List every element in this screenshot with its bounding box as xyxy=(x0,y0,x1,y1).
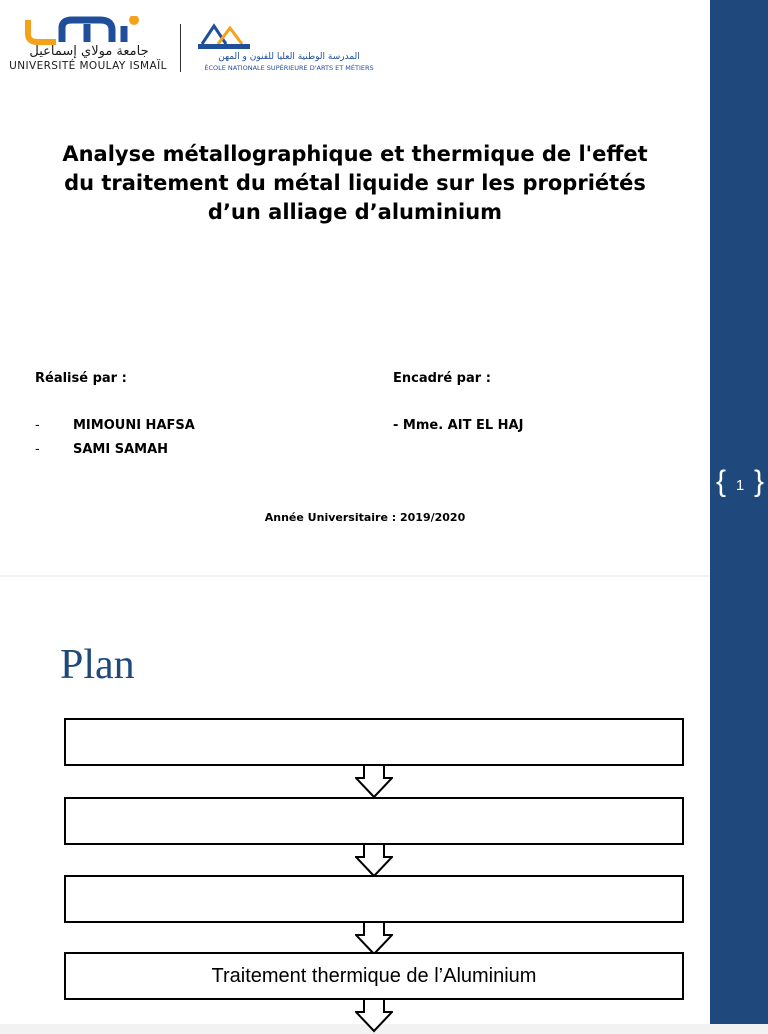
academic-year: Année Universitaire : 2019/2020 xyxy=(264,511,466,524)
logo-divider xyxy=(180,24,181,72)
umi-logo xyxy=(8,16,168,76)
slide-sidebar xyxy=(710,0,768,1024)
slide-number: 1 xyxy=(735,476,745,494)
plan-step-box xyxy=(64,875,684,923)
umi-arabic-name: جامعة مولاي إسماعيل xyxy=(29,44,149,59)
ensam-french-name: ÉCOLE NATIONALE SUPÉRIEURE D'ARTS ET MÉTIERS xyxy=(204,64,374,72)
left-bracket-icon: { xyxy=(716,465,727,498)
student-name: MIMOUNI HAFSA xyxy=(73,418,195,433)
title-line-3: d’un alliage d’aluminium xyxy=(207,200,503,224)
umi-mark-icon xyxy=(8,16,168,46)
plan-step-box: Traitement thermique de l’Aluminium xyxy=(64,952,684,1000)
bullet-dash: - xyxy=(35,442,40,457)
supervisor-name: - Mme. AIT EL HAJ xyxy=(393,418,524,433)
down-arrow-icon xyxy=(355,845,393,879)
ensam-mark-icon xyxy=(196,22,256,52)
student-name: SAMI SAMAH xyxy=(73,442,169,457)
umi-french-name: UNIVERSITÉ MOULAY ISMAÏL xyxy=(9,60,167,72)
down-arrow-icon xyxy=(355,1000,393,1034)
ensam-arabic-name: المدرسة الوطنية العليا للفنون و المهن xyxy=(218,52,360,62)
realise-par-label: Réalisé par : xyxy=(35,371,127,386)
title-line-1: Analyse métallographique et thermique de l'effet xyxy=(62,142,648,166)
plan-step-box xyxy=(64,797,684,845)
bullet-dash: - xyxy=(35,418,40,433)
ensam-logo xyxy=(194,22,384,76)
right-bracket-icon: } xyxy=(753,465,764,498)
slide-number-badge[interactable] xyxy=(716,465,764,505)
plan-title: Plan xyxy=(60,642,135,688)
title-line-2: du traitement du métal liquide sur les propriétés xyxy=(64,171,646,195)
down-arrow-icon xyxy=(355,766,393,800)
encadre-par-label: Encadré par : xyxy=(393,371,491,386)
slide-title xyxy=(20,140,690,227)
plan-step-box xyxy=(64,718,684,766)
